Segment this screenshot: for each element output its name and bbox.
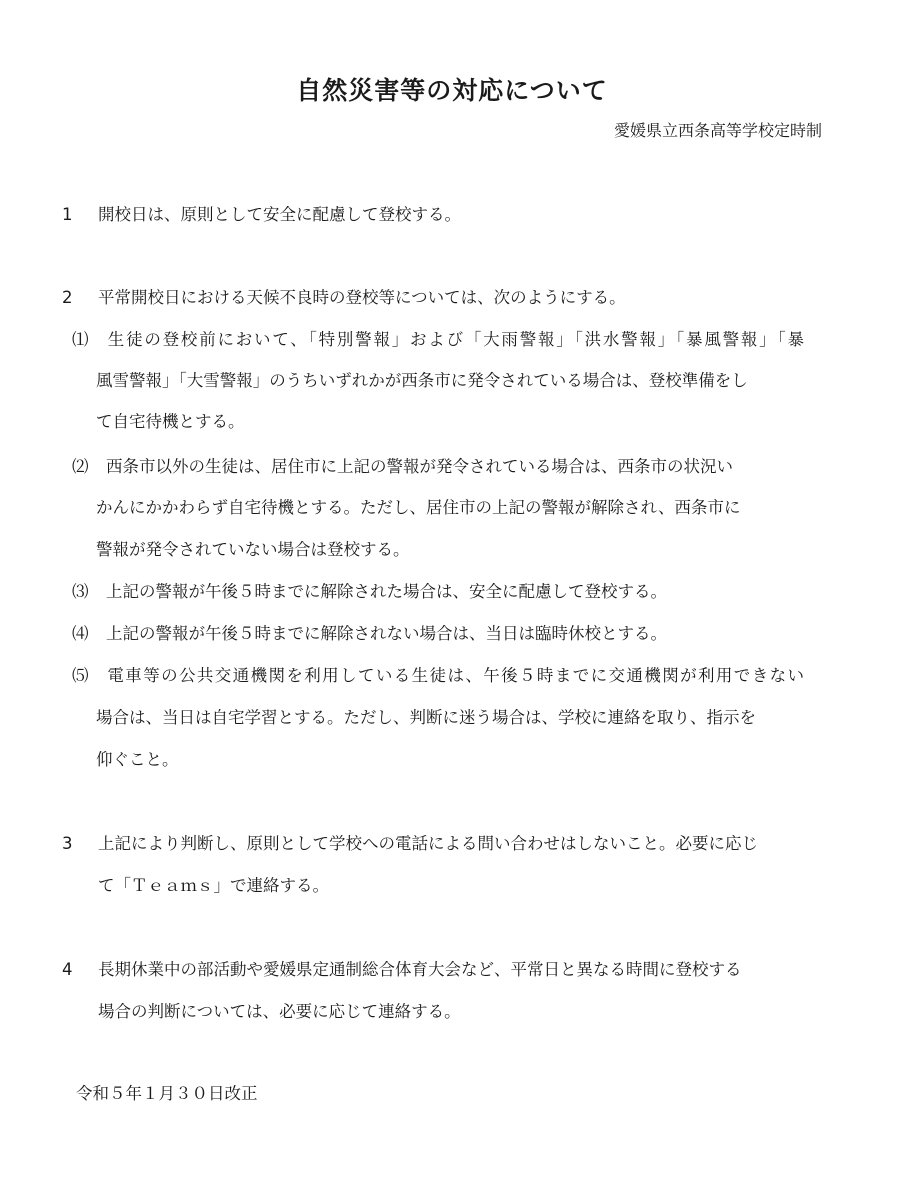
subitem-2-line-2: かんにかかわらず自宅待機とする。ただし、居住市の上記の警報が解除され、西条市に: [96, 498, 741, 517]
subitem-number: ⑵: [72, 457, 89, 476]
subitem-text: 西条市以外の生徒は、居住市に上記の警報が発令されている場合は、西条市の状況い: [106, 457, 733, 476]
subitem-5-line-2: 場合は、当日は自宅学習とする。ただし、判断に迷う場合は、学校に連絡を取り、指示を: [96, 708, 756, 727]
item-text: 上記により判断し、原則として学校への電話による問い合わせはしないこと。必要に応じ: [98, 834, 758, 853]
item-text: 平常開校日における天候不良時の登校等については、次のようにする。: [98, 288, 626, 307]
item-2: [62, 286, 626, 310]
subitem-text: 電車等の公共交通機関を利用している生徒は、午後５時までに交通機関が利用できない: [106, 666, 805, 685]
subitem-3: [72, 580, 667, 604]
item-text: 開校日は、原則として安全に配慮して登校する。: [98, 205, 461, 224]
item-3: [62, 832, 758, 856]
subitem-5-line-3: 仰ぐこと。: [96, 750, 179, 769]
revision-date: 令和５年１月３０日改正: [76, 1084, 258, 1103]
organization-name: 愛媛県立西条高等学校定時制: [613, 121, 822, 140]
subitem-5: [72, 664, 804, 688]
document-title: 自然災害等の対応について: [296, 76, 608, 105]
subitem-number: ⑸: [72, 666, 89, 685]
item-3-line-2: て「Ｔｅａｍｓ」で連絡する。: [98, 876, 329, 895]
subitem-number: ⑷: [72, 624, 89, 643]
item-number: 1: [62, 205, 73, 224]
subitem-text: 上記の警報が午後５時までに解除されない場合は、当日は臨時休校とする。: [106, 624, 667, 643]
subitem-2: [72, 455, 733, 479]
subitem-1: [72, 328, 804, 352]
item-4-line-2: 場合の判断については、必要に応じて連絡する。: [98, 1002, 461, 1021]
subitem-1-line-2: 風雪警報」「大雪警報」のうちいずれかが西条市に発令されている場合は、登校準備をし: [96, 371, 748, 390]
subitem-text: 生徒の登校前において、「特別警報」および「大雨警報」「洪水警報」「暴風警報」「暴: [106, 330, 804, 349]
item-1: [62, 203, 461, 227]
subitem-2-line-3: 警報が発令されていない場合は登校する。: [96, 540, 410, 559]
item-text: 長期休業中の部活動や愛媛県定通制総合体育大会など、平常日と異なる時間に登校する: [98, 960, 742, 979]
subitem-number: ⑴: [72, 330, 89, 349]
subitem-4: [72, 622, 667, 646]
item-number: 2: [62, 288, 73, 307]
subitem-1-line-3: て自宅待機とする。: [96, 412, 245, 431]
item-number: 3: [62, 834, 73, 853]
subitem-number: ⑶: [72, 582, 89, 601]
item-4: [62, 958, 742, 982]
subitem-text: 上記の警報が午後５時までに解除された場合は、安全に配慮して登校する。: [106, 582, 667, 601]
item-number: 4: [62, 960, 73, 979]
